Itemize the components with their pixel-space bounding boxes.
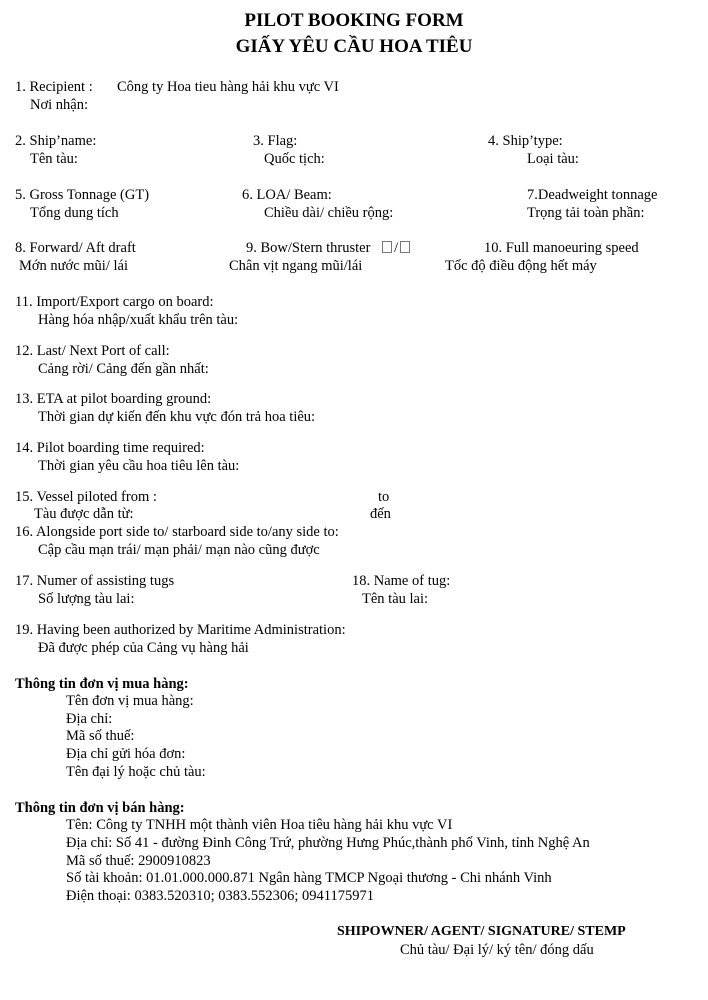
form-title-vi: GIẤY YÊU CẦU HOA TIÊU (235, 36, 473, 57)
boarding-time-label-vi: Thời gian yêu cầu hoa tiêu lên tàu: (38, 458, 240, 474)
tug-name-label-vi: Tên tàu lai: (362, 591, 429, 607)
cargo-label: 11. Import/Export cargo on board: (15, 294, 214, 310)
ship-type-label-vi: Loại tàu: (527, 151, 579, 167)
thruster-label (246, 239, 412, 257)
ship-name-label: 2. Ship’name: (15, 133, 97, 149)
seller-account: Số tài khoản: 01.01.000.000.871 Ngân hàng TMCP Ngoại thương - Chi nhánh Vinh (66, 870, 552, 886)
eta-label-vi: Thời gian dự kiến đến khu vực đón trả hoa tiêu: (38, 409, 316, 425)
loa-label-vi: Chiều dài/ chiều rộng: (264, 205, 394, 221)
ship-type-label: 4. Ship’type: (488, 133, 563, 149)
stern-thruster-checkbox[interactable] (400, 241, 410, 253)
speed-label-vi: Tốc độ điều động hết máy (445, 258, 597, 274)
tugs-label: 17. Numer of assisting tugs (15, 573, 175, 589)
thruster-label-vi: Chân vịt ngang mũi/lái (229, 258, 363, 274)
port-label: 12. Last/ Next Port of call: (15, 343, 170, 359)
buyer-agent-label: Tên đại lý hoặc chủ tàu: (66, 764, 206, 780)
flag-label-vi: Quốc tịch: (264, 151, 325, 167)
buyer-tax-label: Mã số thuế: (66, 728, 135, 744)
loa-label: 6. LOA/ Beam: (242, 187, 332, 203)
ship-name-label-vi: Tên tàu: (30, 151, 78, 167)
gross-tonnage-label-vi: Tổng dung tích (30, 205, 119, 221)
cargo-label-vi: Hàng hóa nhập/xuất khẩu trên tàu: (38, 312, 239, 328)
deadweight-label: 7.Deadweight tonnage (527, 187, 658, 203)
form-title-en: PILOT BOOKING FORM (244, 10, 464, 31)
draft-label: 8. Forward/ Aft draft (15, 240, 136, 256)
boarding-time-label: 14. Pilot boarding time required: (15, 440, 205, 456)
recipient-value: Công ty Hoa tieu hàng hải khu vực VI (117, 79, 339, 95)
thruster-label-text: 9. Bow/Stern thruster (246, 240, 371, 256)
buyer-address-label: Địa chỉ: (66, 711, 113, 727)
seller-heading: Thông tin đơn vị bán hàng: (15, 800, 185, 816)
eta-label: 13. ETA at pilot boarding ground: (15, 391, 212, 407)
buyer-name-label: Tên đơn vị mua hàng: (66, 693, 194, 709)
buyer-heading: Thông tin đơn vị mua hàng: (15, 676, 189, 692)
alongside-label-vi: Cập cầu mạn trái/ mạn phải/ mạn nào cũng được (38, 542, 320, 558)
recipient-label: 1. Recipient : (15, 79, 93, 95)
piloted-from-label-vi: Tàu được dẫn từ: (34, 506, 134, 522)
signature-label-en: SHIPOWNER/ AGENT/ SIGNATURE/ STEMP (337, 924, 626, 939)
piloted-to-label: to (378, 489, 390, 505)
draft-label-vi: Mớn nước mũi/ lái (19, 258, 128, 274)
seller-tax: Mã số thuế: 2900910823 (66, 853, 211, 869)
buyer-invoice-address-label: Địa chỉ gửi hóa đơn: (66, 746, 186, 762)
alongside-label: 16. Alongside port side to/ starboard side to/any side to: (15, 524, 339, 540)
recipient-label-vi: Nơi nhận: (30, 97, 89, 113)
thruster-separator: / (394, 240, 399, 256)
flag-label: 3. Flag: (253, 133, 298, 149)
piloted-from-label: 15. Vessel piloted from : (15, 489, 157, 505)
gross-tonnage-label: 5. Gross Tonnage (GT) (15, 187, 150, 203)
signature-label-vi: Chủ tàu/ Đại lý/ ký tên/ đóng dấu (400, 942, 594, 958)
deadweight-label-vi: Trọng tải toàn phần: (527, 205, 645, 221)
tugs-label-vi: Số lượng tàu lai: (38, 591, 135, 607)
port-label-vi: Cảng rời/ Cảng đến gần nhất: (38, 361, 209, 377)
piloted-to-label-vi: đến (370, 506, 391, 522)
tug-name-label: 18. Name of tug: (352, 573, 451, 589)
speed-label: 10. Full manoeuring speed (484, 240, 639, 256)
seller-name: Tên: Công ty TNHH một thành viên Hoa tiêu hàng hải khu vực VI (66, 817, 453, 833)
authorized-label-vi: Đã được phép của Cảng vụ hàng hải (38, 640, 249, 656)
authorized-label: 19. Having been authorized by Maritime Administration: (15, 622, 346, 638)
seller-phone: Điện thoại: 0383.520310; 0383.552306; 0941175971 (66, 888, 374, 904)
bow-thruster-checkbox[interactable] (382, 241, 392, 253)
seller-address: Địa chỉ: Số 41 - đường Đinh Công Trứ, phường Hưng Phúc,thành phố Vinh, tỉnh Nghệ An (66, 835, 590, 851)
